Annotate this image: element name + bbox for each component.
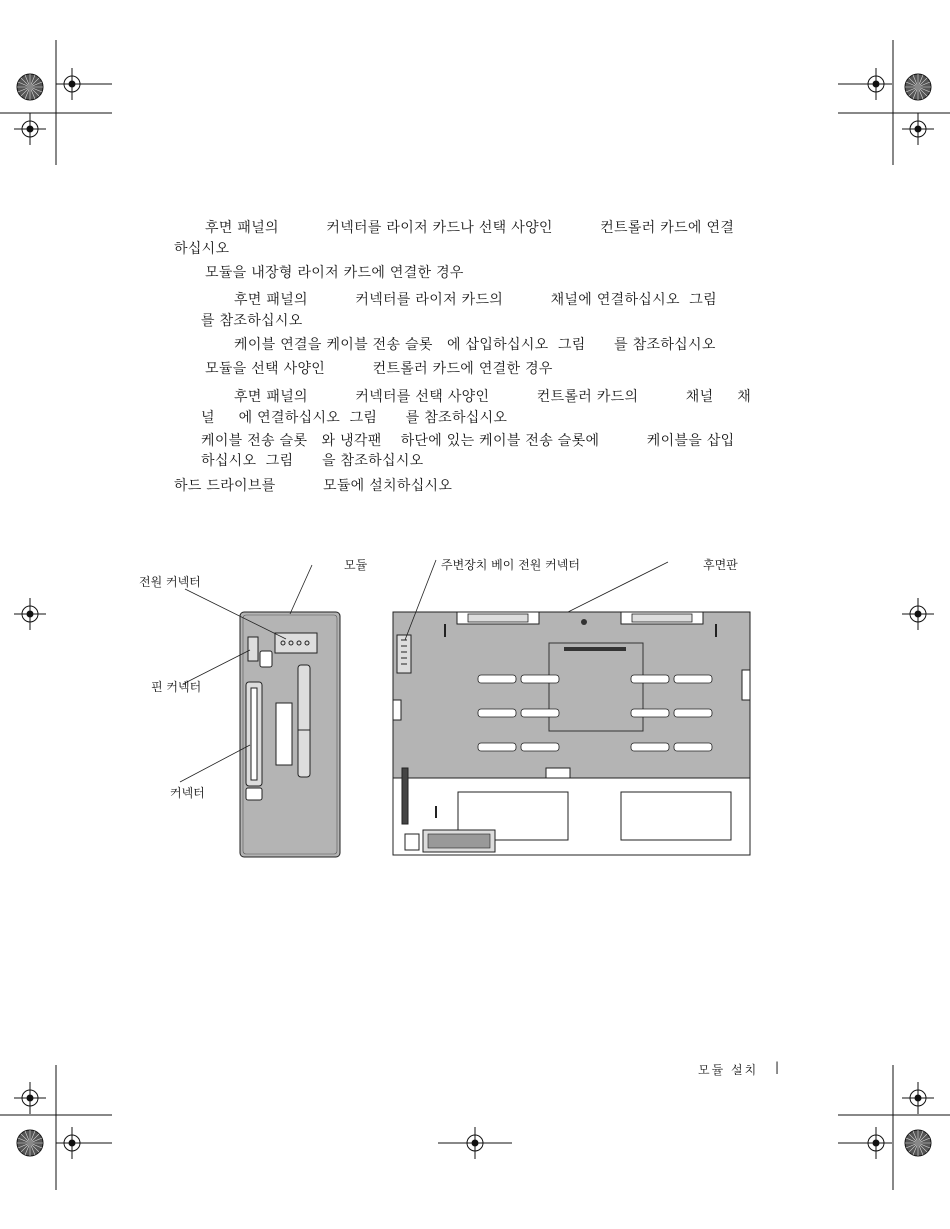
sub-heading-internal-riser: 모듈을 내장형 라이저 카드에 연결한 경우 [205, 265, 464, 281]
label-pin-connector: 핀 커넥터 [151, 680, 202, 694]
step-b-line-2: 를 참조하십시오 [201, 313, 303, 329]
step-b-line-1: 후면 패널의 커넥터를 라이저 카드의 채널에 연결하십시오 그림 [234, 292, 717, 308]
label-backplane: 후면판 [703, 558, 738, 572]
step-c: 케이블 연결을 케이블 전송 슬롯 에 삽입하십시오 그림 를 참조하십시오 [234, 337, 716, 353]
step-d-line-2: 널 에 연결하십시오 그림 를 참조하십시오 [201, 410, 508, 426]
backplane-board [393, 612, 750, 855]
label-module: 모듈 [344, 558, 368, 572]
step-a-line-2: 하십시오 [174, 241, 230, 257]
footer-separator: | [775, 1060, 782, 1074]
step-f: 하드 드라이브를 모듈에 설치하십시오 [174, 478, 453, 494]
label-power-connector: 전원 커넥터 [139, 575, 201, 589]
label-peripheral-bay-power-connector: 주변장치 베이 전원 커넥터 [441, 558, 580, 572]
footer-section-title: 모듈 설치 [698, 1063, 759, 1077]
step-e-line-1: 케이블 전송 슬롯 와 냉각팬 하단에 있는 케이블 전송 슬롯에 케이블을 삽입 [201, 433, 735, 449]
label-connector: 커넥터 [170, 786, 205, 800]
module-board [240, 612, 340, 857]
step-a-line-1: 후면 패널의 커넥터를 라이저 카드나 선택 사양인 컨트롤러 카드에 연결 [205, 220, 735, 236]
step-d-line-1: 후면 패널의 커넥터를 선택 사양인 컨트롤러 카드의 채널 채 [234, 389, 752, 405]
sub-heading-optional-controller: 모듈을 선택 사양인 컨트롤러 카드에 연결한 경우 [205, 361, 553, 377]
step-e-line-2: 하십시오 그림 을 참조하십시오 [201, 453, 424, 469]
